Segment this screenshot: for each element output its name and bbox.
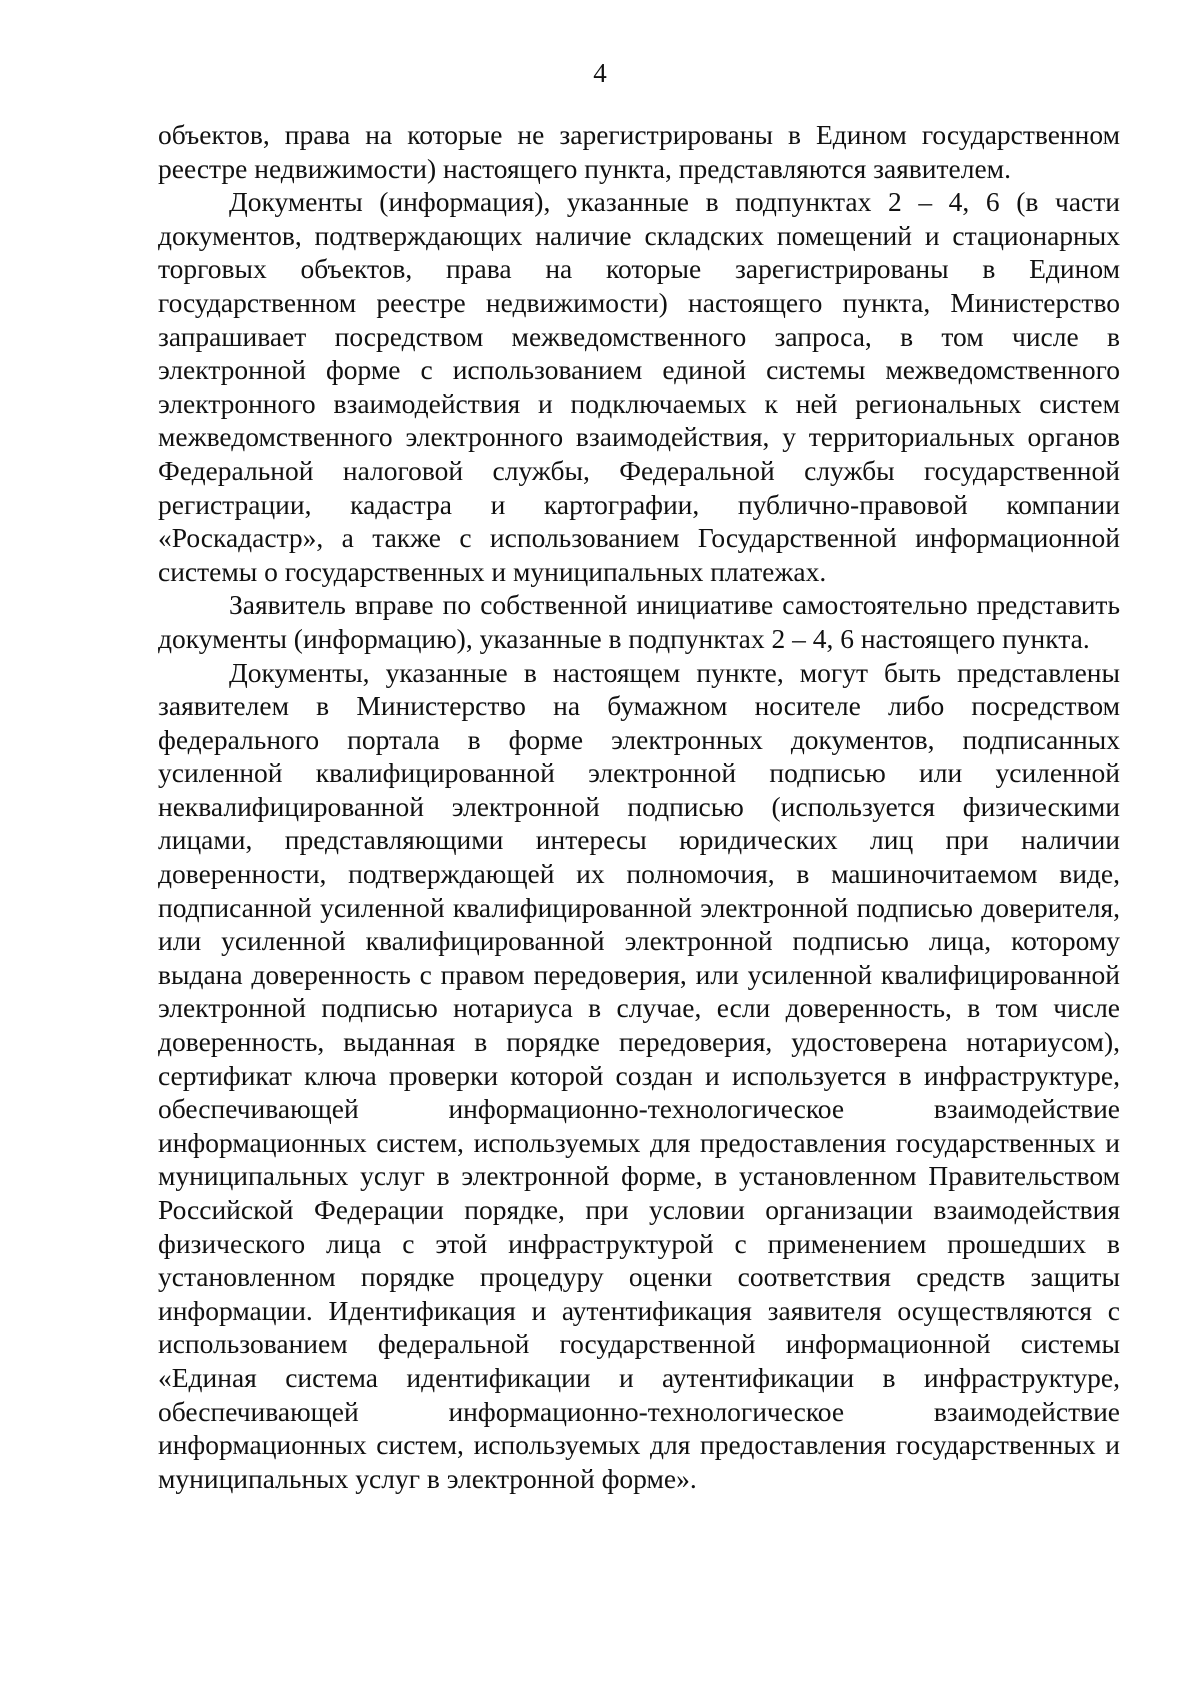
document-body <box>158 118 1120 1495</box>
paragraph: объектов, права на которые не зарегистрированы в Едином государственном реестре недвижимости) настоящего пункта, представляются заявителем. <box>158 119 1120 184</box>
paragraph: Документы, указанные в настоящем пункте, могут быть представлены заявителем в Министерство на бумажном носителе либо посредством федерального портала в форме электронных документов, подписанных усиленной квалифицированной электронной подписью или усиленной неквалифицированной электронной подписью (используется физическими лицами, представляющими интересы юридических лиц при наличии доверенности, подтверждающей их полномочия, в машиночитаемом виде, подписанной усиленной квалифицированной электронной подписью доверителя, или усиленной квалифицированной электронной подписью лица, которому выдана доверенность с правом передоверия, или усиленной квалифицированной электронной подписью нотариуса в случае, если доверенность, в том числе доверенность, выданная в порядке передоверия, удостоверена нотариусом), сертификат ключа проверки которой создан и используется в инфраструктуре, обеспечивающей информационно-технологическое взаимодействие информационных систем, используемых для предоставления государственных и муниципальных услуг в электронной форме, в установленном Правительством Российской Федерации порядке, при условии организации взаимодействия физического лица с этой инфраструктурой с применением прошедших в установленном порядке процедуру оценки соответствия средств защиты информации. Идентификация и аутентификация заявителя осуществляются с использованием федеральной государственной информационной системы «Единая система идентификации и аутентификации в инфраструктуре, обеспечивающей информационно-технологическое взаимодействие информационных систем, используемых для предоставления государственных и муниципальных услуг в электронной форме». <box>158 656 1120 1494</box>
page-number: 4 <box>593 58 607 88</box>
paragraph: Заявитель вправе по собственной инициативе самостоятельно представить документы (информацию), указанные в подпунктах 2 – 4, 6 настоящего пункта. <box>158 589 1120 654</box>
paragraph: Документы (информация), указанные в подпунктах 2 – 4, 6 (в части документов, подтверждающих наличие складских помещений и стационарных торговых объектов, права на которые зарегистрированы в Едином государственном реестре недвижимости) настоящего пункта, Министерство запрашивает посредством межведомственного запроса, в том числе в электронной форме с использованием единой системы межведомственного электронного взаимодействия и подключаемых к ней региональных систем межведомственного электронного взаимодействия, у территориальных органов Федеральной налоговой службы, Федеральной службы государственной регистрации, кадастра и картографии, публично-правовой компании «Роскадастр», а также с использованием Государственной информационной системы о государственных и муниципальных платежах. <box>158 186 1120 587</box>
